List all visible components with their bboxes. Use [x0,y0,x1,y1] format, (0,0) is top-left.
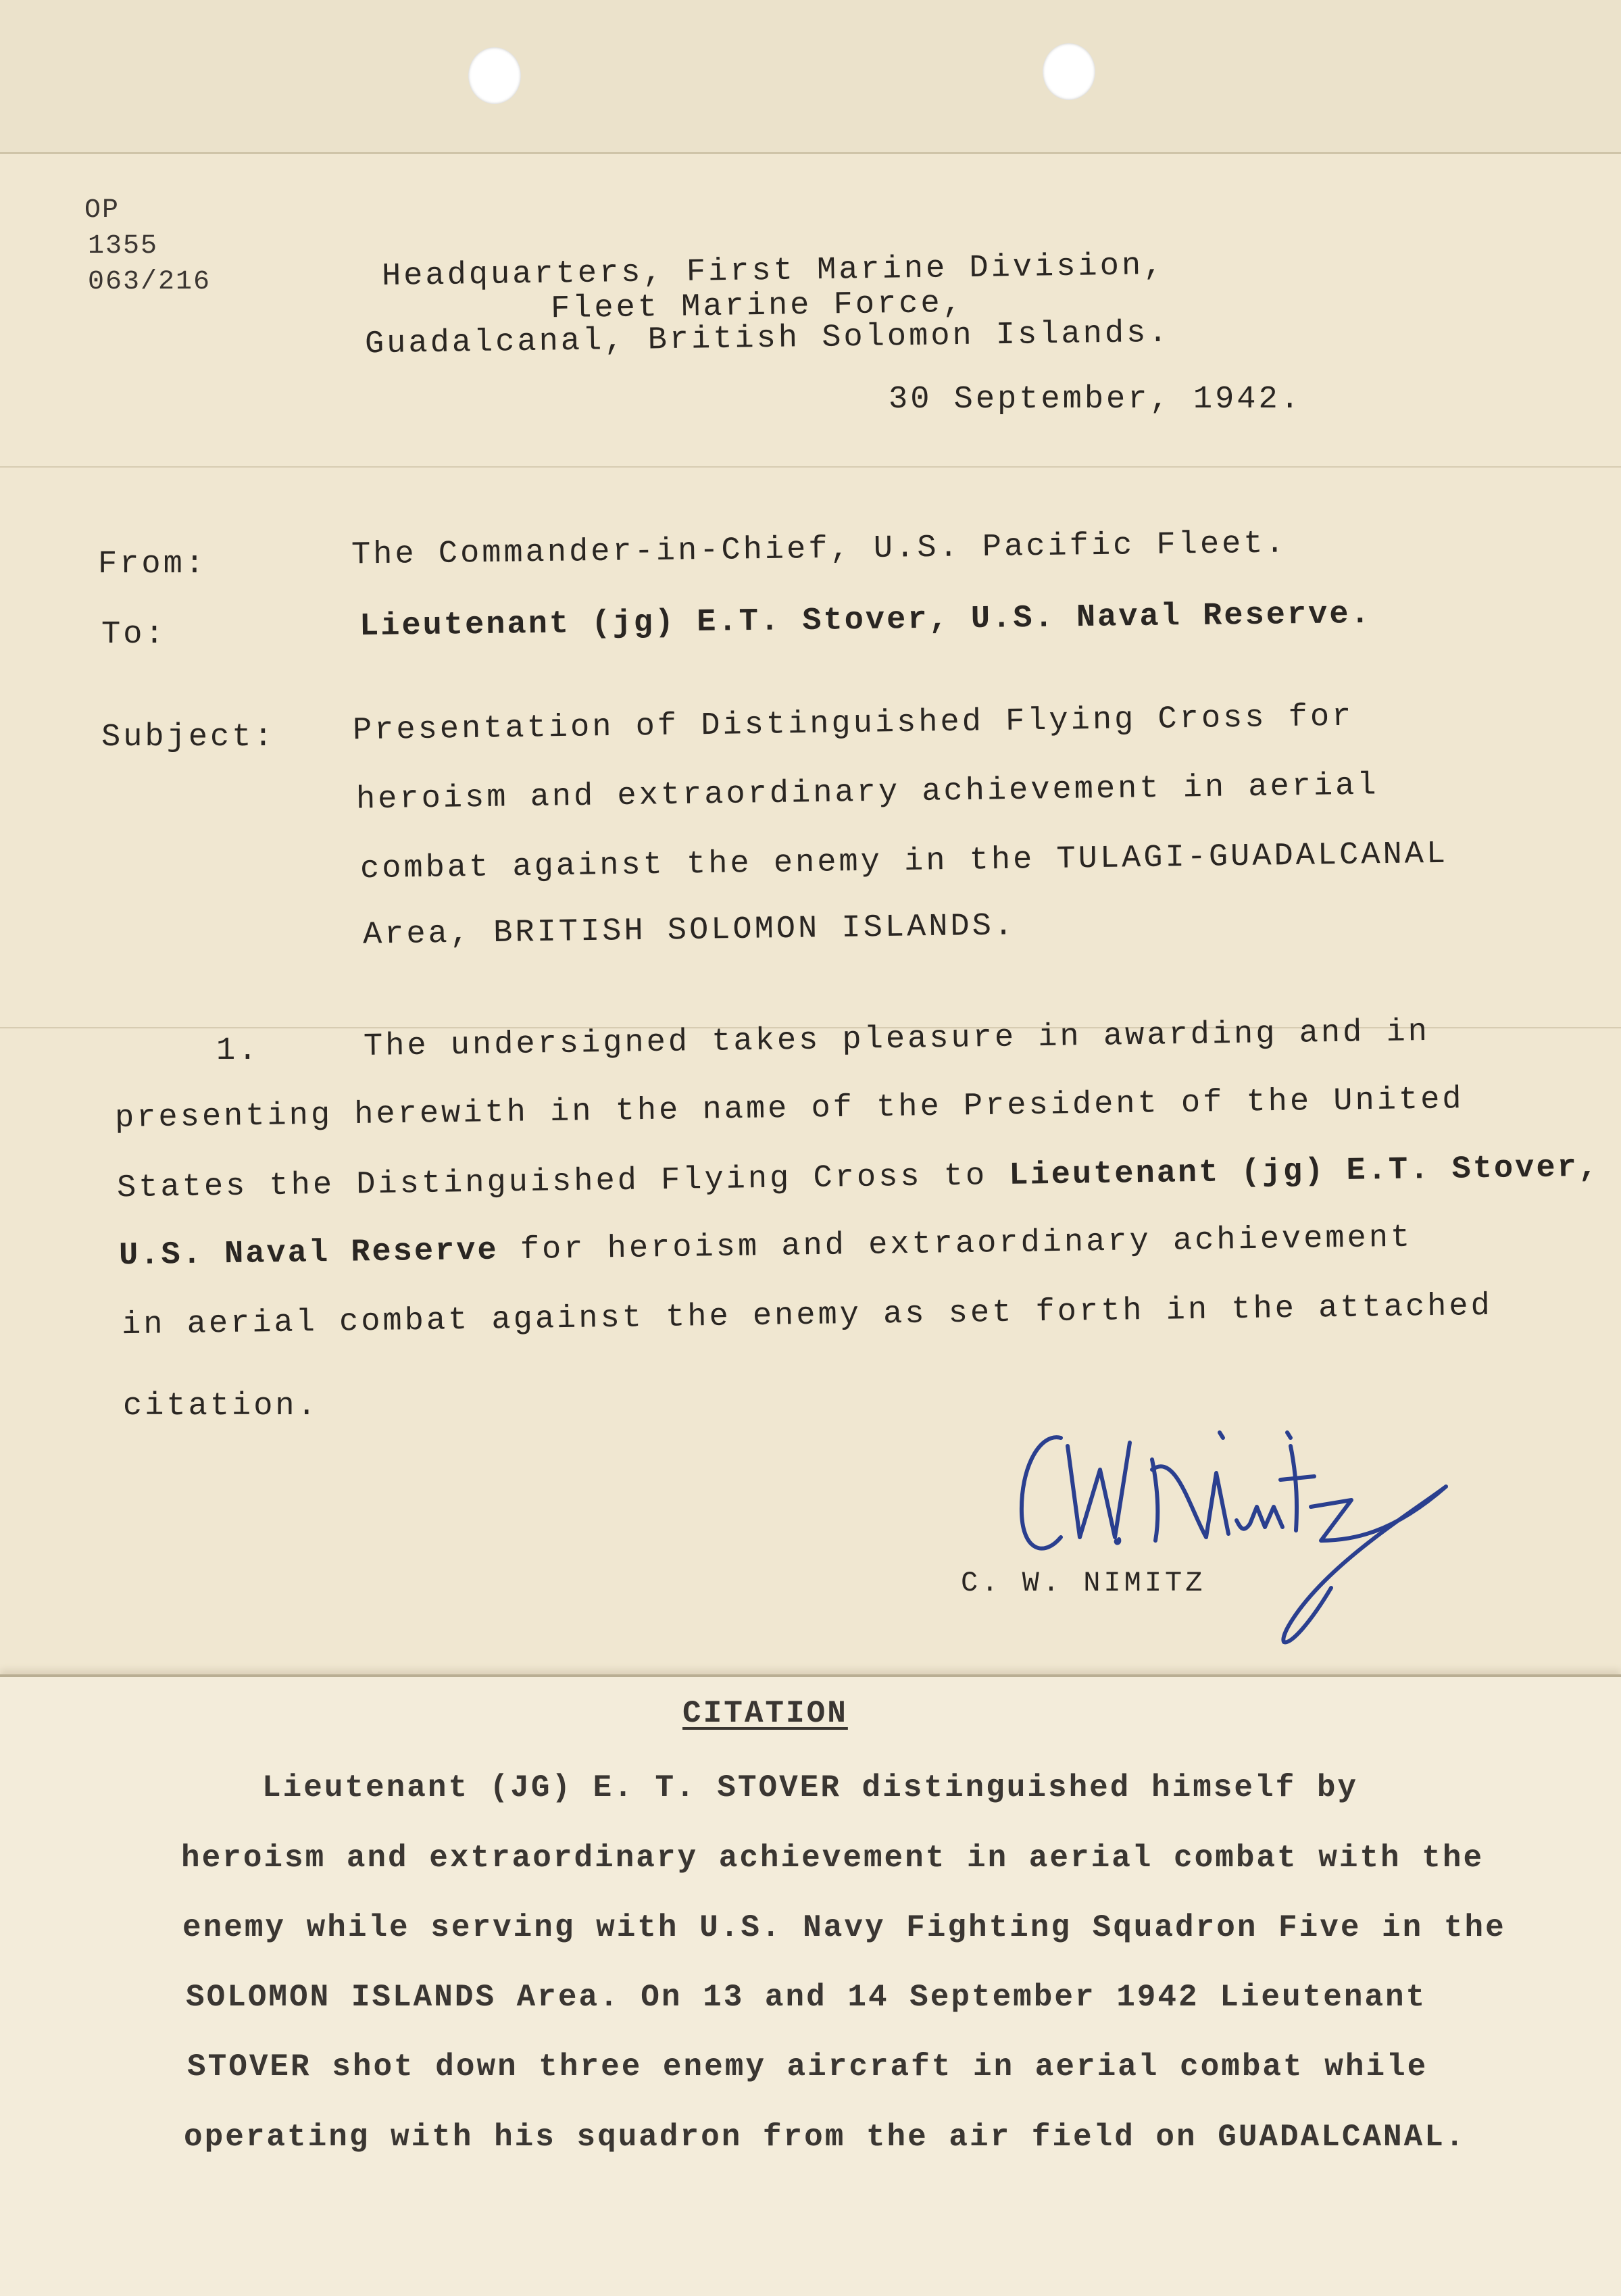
letterhead-line-2: Fleet Marine Force, [550,285,965,328]
citation-line-4: SOLOMON ISLANDS Area. On 13 and 14 September 1942 Lieutenant [186,1980,1427,2015]
citation-line-1: Lieutenant (JG) E. T. STOVER distinguished himself by [262,1770,1359,1805]
from-value: The Commander-in-Chief, U.S. Pacific Fleet. [351,526,1288,574]
citation-line-2: heroism and extraordinary achievement in aerial combat with the [181,1841,1485,1876]
recipient-service: U.S. Naval Reserve [118,1232,499,1274]
body-line-4-text: for heroism and extraordinary achievement [520,1220,1413,1269]
letterhead-line-3: Guadalcanal, British Solomon Islands. [364,315,1170,363]
fold-line [0,466,1621,468]
signature-name: C. W. NIMITZ [961,1567,1206,1599]
body-line-3 [116,1149,1600,1207]
subject-line-2: heroism and extraordinary achievement in aerial [355,768,1379,818]
to-value: Lieutenant (jg) E.T. Stover, U.S. Naval Reserve. [359,596,1372,645]
top-paper-edge [0,0,1621,154]
body-line-6: citation. [123,1389,319,1424]
to-label: To: [101,617,167,653]
ref-code-op: OP [84,195,120,226]
punch-hole-right [1043,43,1095,100]
subject-label: Subject: [101,720,276,755]
citation-line-6: operating with his squadron from the air field on GUADALCANAL. [184,2120,1466,2155]
ref-code-file: 063/216 [88,267,211,297]
nimitz-signature [1014,1405,1473,1662]
citation-line-3: enemy while serving with U.S. Navy Fighting Squadron Five in the [182,1910,1506,1945]
paragraph-number: 1. [216,1033,260,1069]
punch-hole-left [468,47,521,104]
citation-line-5: STOVER shot down three enemy aircraft in aerial combat while [187,2049,1428,2085]
letterhead-line-1: Headquarters, First Marine Division, [381,247,1166,295]
subject-line-3: combat against the enemy in the TULAGI-GUADALCANAL [359,836,1449,888]
body-line-4 [119,1222,1413,1272]
body-line-4-gap [498,1232,520,1268]
from-label: From: [98,547,207,582]
body-line-5: in aerial combat against the enemy as set forth in the attached [121,1288,1493,1344]
subject-line-1: Presentation of Distinguished Flying Cross for [352,699,1354,749]
body-line-2: presenting herewith in the name of the President of the United [114,1082,1464,1137]
body-line-3-text: States the Distinguished Flying Cross to [116,1157,1009,1207]
letter-date: 30 September, 1942. [889,382,1302,418]
citation-heading: CITATION [682,1696,848,1731]
ref-code-number: 1355 [88,231,159,261]
recipient-name: Lieutenant (jg) E.T. Stover, [1008,1149,1600,1194]
subject-line-4: Area, BRITISH SOLOMON ISLANDS. [362,908,1016,953]
body-line-1: The undersigned takes pleasure in awarding and in [363,1014,1430,1066]
